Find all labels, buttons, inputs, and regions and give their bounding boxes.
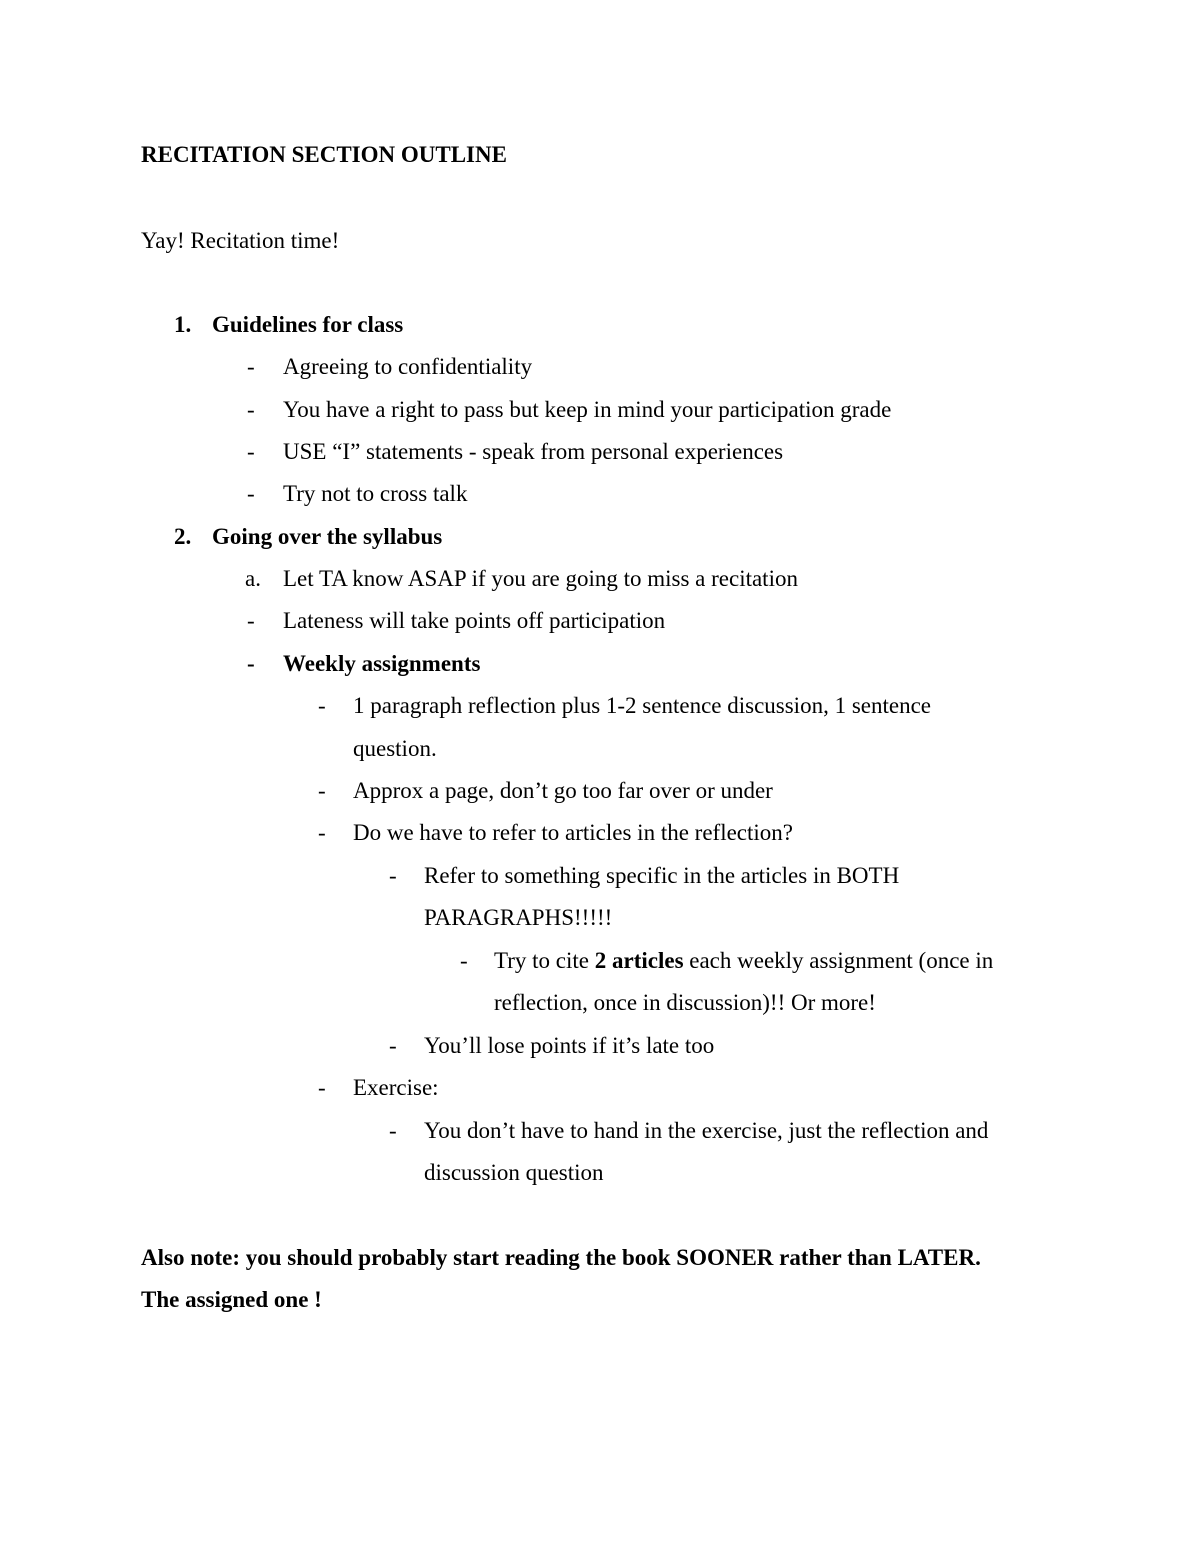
bullet-dash: - — [247, 481, 255, 506]
list-item: Do we have to refer to articles in the reflection? — [353, 820, 793, 845]
list-item-continuation: reflection, once in discussion)!! Or more! — [494, 990, 876, 1015]
intro-text: Yay! Recitation time! — [141, 228, 340, 253]
item-a-marker: a. — [245, 566, 261, 591]
list-item: You have a right to pass but keep in mind your participation grade — [283, 397, 892, 422]
bullet-dash: - — [247, 397, 255, 422]
list-item: Exercise: — [353, 1075, 439, 1100]
list-item-continuation: question. — [353, 736, 437, 761]
bullet-dash: - — [460, 948, 468, 973]
list-item: Refer to something specific in the articles in BOTH — [424, 863, 900, 888]
list-item: You’ll lose points if it’s late too — [424, 1033, 715, 1058]
weekly-assignments-heading: Weekly assignments — [283, 651, 481, 676]
bullet-dash: - — [247, 608, 255, 633]
section-2-heading: Going over the syllabus — [212, 524, 443, 549]
list-item: USE “I” statements - speak from personal experiences — [283, 439, 784, 464]
cite-text-bold: 2 articles — [594, 948, 684, 973]
cite-text-pre: Try to cite — [494, 948, 595, 973]
list-item — [494, 946, 993, 976]
list-item: Let TA know ASAP if you are going to miss a recitation — [283, 566, 798, 591]
bullet-dash: - — [247, 439, 255, 464]
list-item: Try not to cross talk — [283, 481, 468, 506]
section-1-heading: Guidelines for class — [212, 312, 404, 337]
page-title: RECITATION SECTION OUTLINE — [141, 142, 507, 167]
list-item-continuation: discussion question — [424, 1160, 604, 1185]
bullet-dash: - — [318, 778, 326, 803]
list-item: 1 paragraph reflection plus 1-2 sentence discussion, 1 sentence — [353, 693, 931, 718]
bullet-dash: - — [247, 354, 255, 379]
bullet-dash: - — [247, 651, 255, 676]
bullet-dash: - — [389, 1118, 397, 1143]
list-item: Approx a page, don’t go too far over or under — [353, 778, 773, 803]
bullet-dash: - — [389, 863, 397, 888]
list-item-continuation: PARAGRAPHS!!!!! — [424, 905, 613, 930]
list-item: Agreeing to confidentiality — [283, 354, 533, 379]
closing-note-continuation: The assigned one ! — [141, 1287, 322, 1312]
section-1-number: 1. — [174, 312, 192, 337]
closing-note: Also note: you should probably start reading the book SOONER rather than LATER. — [141, 1245, 981, 1270]
bullet-dash: - — [318, 1075, 326, 1100]
bullet-dash: - — [318, 693, 326, 718]
list-item: You don’t have to hand in the exercise, just the reflection and — [424, 1118, 989, 1143]
section-2-number: 2. — [174, 524, 192, 549]
list-item: Lateness will take points off participation — [283, 608, 666, 633]
cite-text-post: each weekly assignment (once in — [683, 948, 994, 973]
bullet-dash: - — [389, 1033, 397, 1058]
bullet-dash: - — [318, 820, 326, 845]
